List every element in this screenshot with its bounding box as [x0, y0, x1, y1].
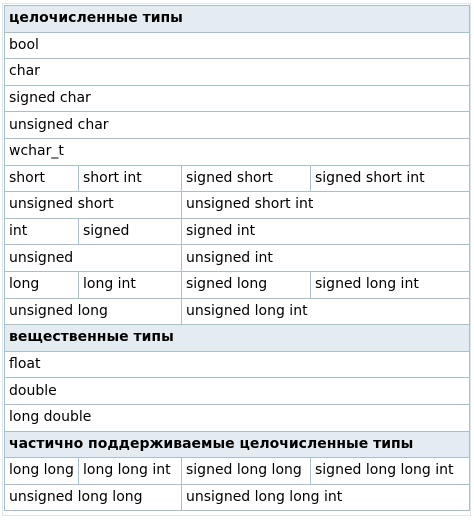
type-cell-char: char — [5, 59, 470, 86]
type-cell-wchar-t: wchar_t — [5, 138, 470, 165]
type-cell-unsigned-int: unsigned int — [182, 245, 470, 272]
type-cell-signed-long: signed long — [182, 271, 311, 298]
section-header-partial — [5, 431, 470, 458]
section-title-integer: целочисленные типы — [5, 6, 470, 33]
table-row — [5, 458, 470, 485]
type-cell-signed: signed — [79, 218, 182, 245]
type-cell-long: long — [5, 271, 79, 298]
section-header-floating — [5, 325, 470, 352]
type-cell-signed-short-int: signed short int — [311, 165, 470, 192]
section-title-partial: частично поддерживаемые целочисленные типы — [5, 431, 470, 458]
type-cell-signed-long-long: signed long long — [182, 458, 311, 485]
table-row — [5, 218, 470, 245]
table-row — [5, 484, 470, 511]
type-cell-unsigned-long: unsigned long — [5, 298, 182, 325]
table-row — [5, 32, 470, 59]
table-row — [5, 59, 470, 86]
section-title-floating: вещественные типы — [5, 325, 470, 352]
table-row — [5, 165, 470, 192]
types-table-container — [4, 5, 470, 511]
type-cell-short: short — [5, 165, 79, 192]
types-table — [4, 5, 470, 511]
type-cell-signed-char: signed char — [5, 85, 470, 112]
type-cell-signed-int: signed int — [182, 218, 470, 245]
type-cell-signed-short: signed short — [182, 165, 311, 192]
table-row — [5, 85, 470, 112]
type-cell-unsigned: unsigned — [5, 245, 182, 272]
type-cell-unsigned-short: unsigned short — [5, 192, 182, 219]
type-cell-unsigned-char: unsigned char — [5, 112, 470, 139]
type-cell-unsigned-long-int: unsigned long int — [182, 298, 470, 325]
type-cell-double: double — [5, 378, 470, 405]
table-row — [5, 192, 470, 219]
table-row — [5, 404, 470, 431]
table-row — [5, 351, 470, 378]
type-cell-long-double: long double — [5, 404, 470, 431]
table-row — [5, 138, 470, 165]
type-cell-long-long-int: long long int — [79, 458, 182, 485]
type-cell-signed-long-int: signed long int — [311, 271, 470, 298]
type-cell-unsigned-long-long-int: unsigned long long int — [182, 484, 470, 511]
table-row — [5, 271, 470, 298]
table-row — [5, 112, 470, 139]
table-row — [5, 378, 470, 405]
type-cell-unsigned-long-long: unsigned long long — [5, 484, 182, 511]
table-row — [5, 298, 470, 325]
section-header-integer — [5, 6, 470, 33]
type-cell-unsigned-short-int: unsigned short int — [182, 192, 470, 219]
type-cell-long-int: long int — [79, 271, 182, 298]
type-cell-long-long: long long — [5, 458, 79, 485]
type-cell-int: int — [5, 218, 79, 245]
type-cell-float: float — [5, 351, 470, 378]
table-row — [5, 245, 470, 272]
type-cell-short-int: short int — [79, 165, 182, 192]
type-cell-bool: bool — [5, 32, 470, 59]
type-cell-signed-long-long-int: signed long long int — [311, 458, 470, 485]
